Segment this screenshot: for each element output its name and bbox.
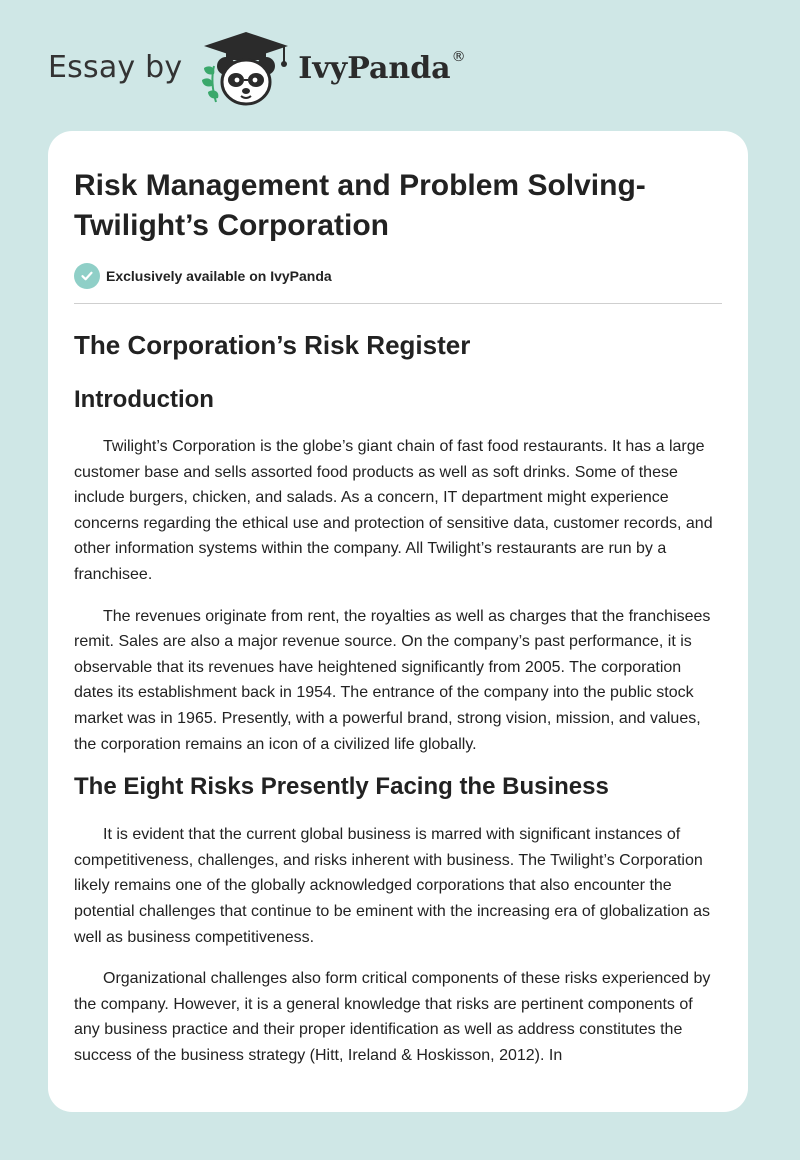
paragraph: The revenues originate from rent, the royalties as well as charges that the franchisees remit. Sales are also a major revenue source. On the company’s past performance, it is observable that its revenues have heightened significantly from 2005. The corporation dates its establishment back in 1954. The entrance of the company into the public stock market was in 1965. Presently, with a powerful brand, strong vision, mission, and values, the corporation remains an icon of a civilized life globally. <box>74 607 711 753</box>
brand-name[interactable] <box>298 48 466 86</box>
exclusive-badge <box>74 262 722 290</box>
paragraph: It is evident that the current global business is marred with significant instances of competitiveness, challenges, and risks inherent with business. The Twilight’s Corporation likely remains one of the globally acknowledged corporations that also encounter the potential challenges that continue to be eminent with the increasing era of globalization as well as business competitiveness. <box>74 826 710 946</box>
subsection-heading-introduction: Introduction <box>74 386 214 413</box>
ivypanda-logo-icon[interactable] <box>198 30 294 110</box>
exclusive-label: Exclusively available on IvyPanda <box>106 268 332 284</box>
essay-title: Risk Management and Problem Solving- Twilight’s Corporation <box>74 169 646 242</box>
paragraph: Organizational challenges also form critical components of these risks experienced by the company. However, it is a general knowledge that risks are pertinent components of any business practice and their proper identification as well as address constitutes the success of the business strategy (Hitt, Ireland & Hoskisson, 2012). In <box>74 970 711 1064</box>
brand-name-text: IvyPanda <box>298 50 451 86</box>
title-divider <box>74 303 722 304</box>
paragraph: Twilight’s Corporation is the globe’s giant chain of fast food restaurants. It has a large customer base and sells assorted food products as well as soft drinks. Some of these include burgers, chicken, and salads. As a concern, IT department might experience concerns regarding the ethical use and protection of sensitive data, customer records, and other information systems within the company. All Twilight’s restaurants are run by a franchisee. <box>74 438 713 583</box>
essay-by-label: Essay by <box>48 49 183 85</box>
check-circle-icon <box>74 263 100 289</box>
section-heading: The Corporation’s Risk Register <box>74 330 471 360</box>
essay-card <box>48 131 748 1112</box>
site-header <box>48 30 466 110</box>
registered-mark: ® <box>451 48 466 65</box>
subsection-heading-eight-risks: The Eight Risks Presently Facing the Business <box>74 773 609 801</box>
